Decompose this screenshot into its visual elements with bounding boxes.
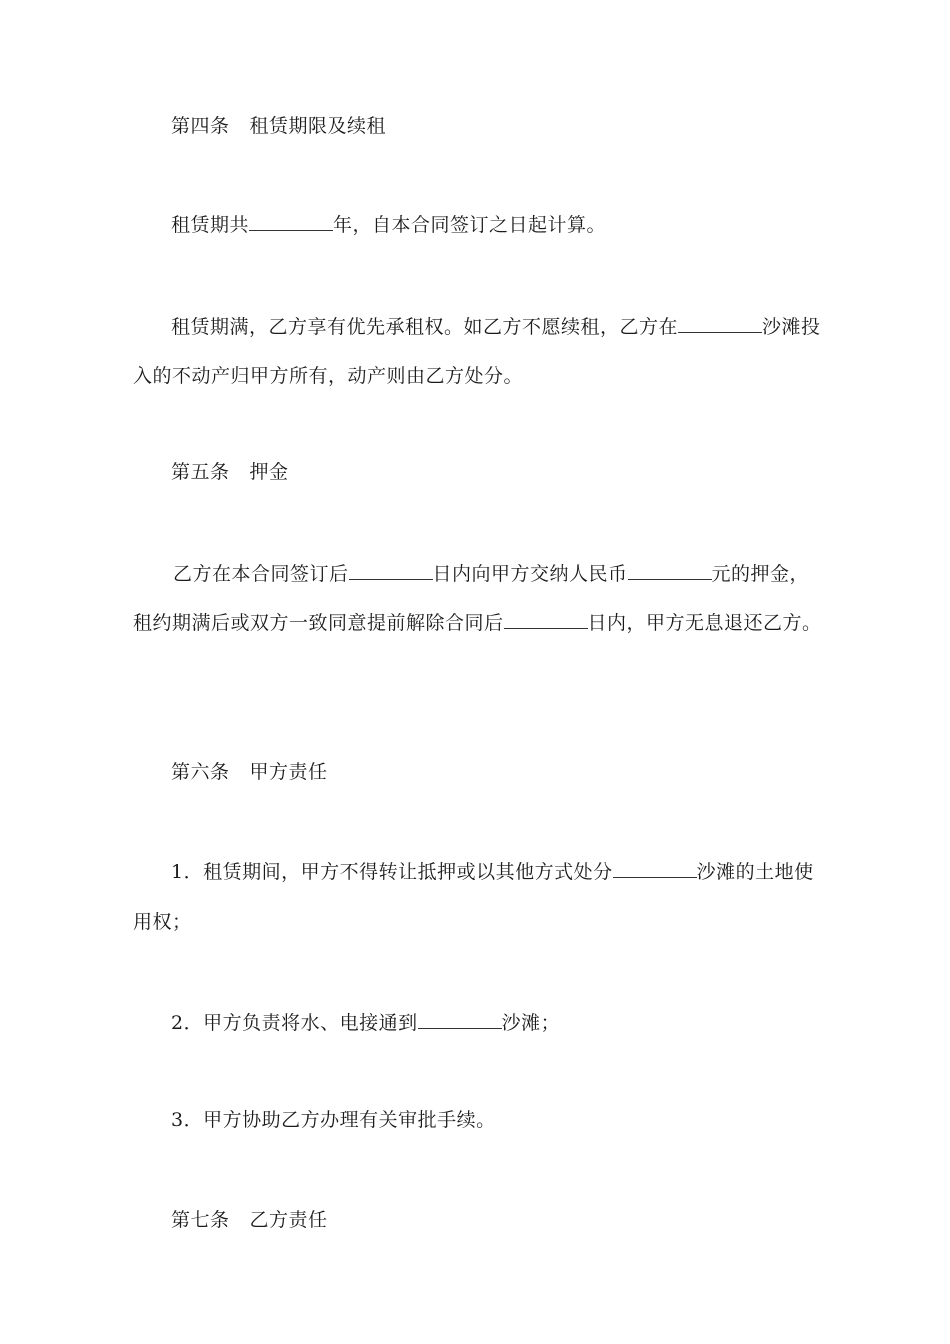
text-run: 乙方在本合同签订后 [173, 563, 349, 585]
article-5-heading [171, 460, 289, 484]
article-7-heading [171, 1208, 328, 1232]
text-run: 元的押金， [711, 563, 810, 585]
article-title: 乙方责任 [249, 1209, 328, 1231]
text-run: 沙滩； [501, 1012, 561, 1034]
text-run: 租赁期共 [171, 214, 250, 236]
fill-in-blank [678, 314, 762, 333]
article-4-paragraph-2-line-1 [171, 314, 821, 339]
text-run: 沙滩投 [762, 316, 821, 338]
article-5-paragraph-line-1 [173, 561, 809, 586]
article-title: 押金 [249, 461, 289, 483]
article-number: 第五条 [171, 461, 230, 483]
text-run: 入的不动产归甲方所有，动产则由乙方处分。 [133, 365, 524, 387]
fill-in-blank [613, 859, 697, 878]
article-4-paragraph-1 [171, 212, 606, 237]
article-6-item-3 [171, 1108, 496, 1132]
text-run: 年，自本合同签订之日起计算。 [333, 214, 607, 236]
article-number: 第六条 [171, 761, 230, 783]
text-run: 日内向甲方交纳人民币 [432, 563, 628, 585]
article-5-paragraph-line-2 [133, 610, 822, 635]
fill-in-blank [349, 561, 433, 580]
article-title: 租赁期限及续租 [249, 115, 387, 137]
fill-in-blank [628, 561, 712, 580]
article-number: 第七条 [171, 1209, 230, 1231]
fill-in-blank [249, 212, 333, 231]
article-title: 甲方责任 [249, 761, 328, 783]
fill-in-blank [418, 1010, 502, 1029]
text-run: 租约期满后或双方一致同意提前解除合同后 [133, 612, 504, 634]
article-number: 第四条 [171, 115, 230, 137]
text-run: 2．甲方负责将水、电接通到 [171, 1012, 418, 1034]
text-run: 租赁期满，乙方享有优先承租权。如乙方不愿续租，乙方在 [171, 316, 679, 338]
article-6-item-1-line-2 [133, 910, 192, 934]
fill-in-blank [504, 610, 588, 629]
text-run: 沙滩的土地使 [696, 861, 814, 883]
text-run: 3．甲方协助乙方办理有关审批手续。 [171, 1109, 496, 1131]
text-run: 日内，甲方无息退还乙方。 [587, 612, 822, 634]
text-run: 1．租赁期间，甲方不得转让抵押或以其他方式处分 [171, 861, 613, 883]
article-6-item-1-line-1 [171, 859, 814, 884]
article-6-item-2 [171, 1010, 560, 1035]
article-6-heading [171, 760, 328, 784]
article-4-paragraph-2-line-2 [133, 364, 523, 388]
text-run: 用权； [133, 911, 192, 933]
article-4-heading [171, 114, 386, 138]
